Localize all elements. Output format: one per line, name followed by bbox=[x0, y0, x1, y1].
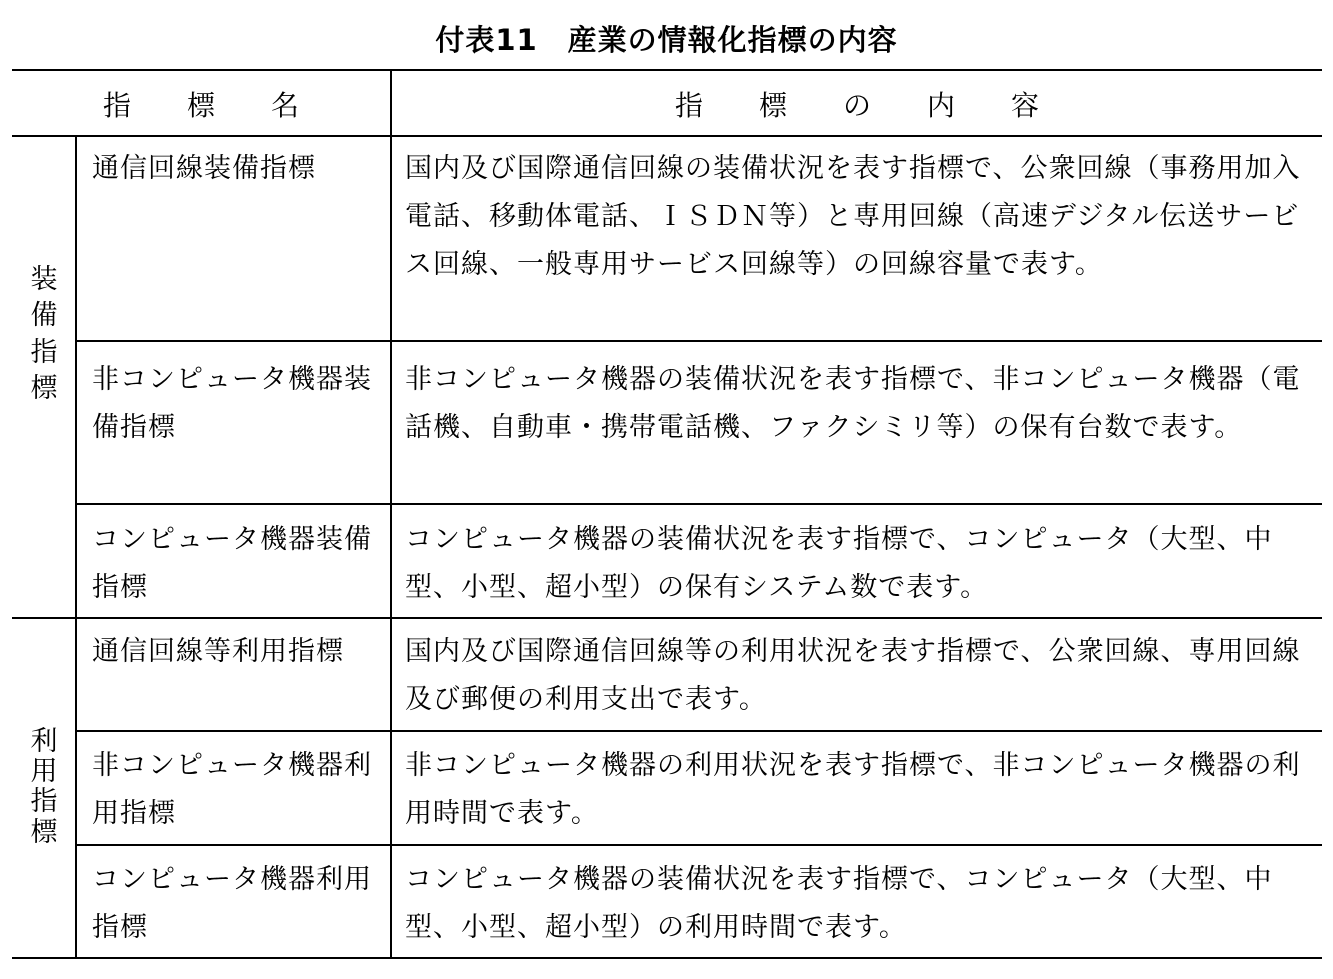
indicator-content: 国内及び国際通信回線等の利用状況を表す指標で、公衆回線、専用回線及び郵便の利用支出で表す。 bbox=[405, 636, 1301, 715]
indicator-name: コンピュータ機器利用指標 bbox=[92, 864, 372, 943]
row-divider bbox=[76, 503, 1322, 505]
indicator-content: 国内及び国際通信回線の装備状況を表す指標で、公衆回線（事務用加入電話、移動体電話、ＩＳＤＮ等）と専用回線（高速デジタル伝送サービス回線、一般専用サービス回線等）の回線容量で表す。 bbox=[405, 153, 1301, 280]
table-title: 付表11 産業の情報化指標の内容 bbox=[435, 23, 898, 57]
group-column-divider bbox=[75, 135, 77, 959]
group-label-equipment: 装 備 指 標 bbox=[30, 264, 58, 405]
row-divider bbox=[76, 844, 1322, 846]
indicator-content: 非コンピュータ機器の装備状況を表す指標で、非コンピュータ機器（電話機、自動車・携帯電話機、ファクシミリ等）の保有台数で表す。 bbox=[405, 364, 1301, 443]
header-name-column: 指 標 名 bbox=[102, 89, 299, 122]
indicator-content: コンピュータ機器の装備状況を表す指標で、コンピュータ（大型、中型、小型、超小型）の利用時間で表す。 bbox=[405, 864, 1273, 943]
row-divider bbox=[76, 340, 1322, 342]
indicator-name: 非コンピュータ機器利用指標 bbox=[92, 750, 372, 829]
indicator-name: 通信回線装備指標 bbox=[92, 153, 316, 184]
header-content-column: 指 標 の 内 容 bbox=[674, 89, 1039, 122]
table-bottom-border bbox=[12, 957, 1322, 959]
indicator-content: 非コンピュータ機器の利用状況を表す指標で、非コンピュータ機器の利用時間で表す。 bbox=[405, 750, 1301, 829]
indicator-name: 通信回線等利用指標 bbox=[92, 636, 344, 667]
header-bottom-border bbox=[12, 135, 1322, 137]
table-top-border bbox=[12, 69, 1322, 71]
indicator-content: コンピュータ機器の装備状況を表す指標で、コンピュータ（大型、中型、小型、超小型）の保有システム数で表す。 bbox=[405, 524, 1273, 603]
row-divider bbox=[76, 730, 1322, 732]
name-column-divider bbox=[390, 69, 392, 959]
indicator-name: コンピュータ機器装備指標 bbox=[92, 524, 372, 603]
group-divider bbox=[12, 617, 1322, 619]
group-label-usage: 利 用 指 標 bbox=[30, 726, 58, 848]
indicator-name: 非コンピュータ機器装備指標 bbox=[92, 364, 372, 443]
